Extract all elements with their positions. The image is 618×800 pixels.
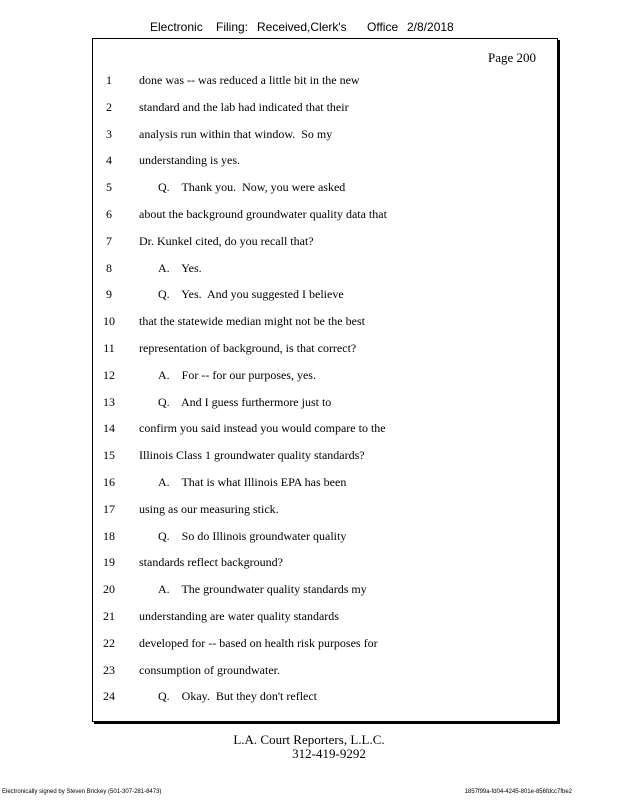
- line-number: 10: [103, 314, 115, 329]
- line-number: 15: [103, 448, 115, 463]
- line-text: consumption of groundwater.: [139, 662, 280, 677]
- transcript-line: [0, 421, 618, 439]
- transcript-line: [0, 234, 618, 252]
- line-number: 8: [106, 260, 112, 275]
- filing-header: [0, 20, 618, 36]
- line-text: representation of background, is that correct?: [139, 341, 357, 355]
- transcript-line: [0, 529, 618, 547]
- line-text: Q. So do Illinois groundwater quality: [158, 528, 347, 543]
- transcript-line: [0, 636, 618, 654]
- line-text: standard and the lab had indicated that their: [139, 99, 349, 114]
- line-text: analysis run within that window. So my: [139, 126, 333, 141]
- footer: [0, 733, 618, 761]
- document-hash: 1857f99a-fd04-4245-801e-856fdcc7fbe2: [464, 789, 572, 795]
- header-office: Office: [367, 20, 399, 34]
- transcript-line: [0, 475, 618, 493]
- line-number: 5: [106, 180, 112, 195]
- page-number: Page 200: [487, 50, 536, 65]
- transcript-line: [0, 663, 618, 681]
- line-text: A. The groundwater quality standards my: [158, 582, 367, 597]
- line-number: 16: [103, 475, 115, 489]
- electronic-signature: Electronically signed by Steven Brickey (501-307-281-8473): [2, 789, 162, 795]
- header-electronic: Electronic: [150, 20, 203, 34]
- line-number: 19: [103, 555, 115, 570]
- line-text: Illinois Class 1 groundwater quality standards?: [139, 448, 365, 463]
- transcript-line: [0, 261, 618, 279]
- header-filing: Filing:: [216, 20, 249, 34]
- transcript-line: [0, 368, 618, 386]
- line-text: Dr. Kunkel cited, do you recall that?: [139, 233, 314, 248]
- line-text: standards reflect background?: [139, 555, 283, 570]
- line-number: 6: [106, 207, 112, 221]
- line-number: 17: [103, 501, 115, 516]
- line-number: 12: [103, 367, 115, 382]
- line-text: understanding are water quality standards: [139, 609, 339, 623]
- transcript-line: [0, 689, 618, 707]
- line-text: about the background groundwater quality data that: [139, 207, 387, 221]
- line-number: 23: [103, 662, 115, 677]
- transcript-line: [0, 395, 618, 413]
- transcript-line: [0, 180, 618, 198]
- line-number: 13: [103, 394, 115, 409]
- line-text: Q. Okay. But they don't reflect: [158, 689, 318, 704]
- transcript-line: [0, 73, 618, 91]
- transcript-line: [0, 448, 618, 466]
- line-text: A. Yes.: [158, 260, 202, 275]
- footer-company: L.A. Court Reporters, L.L.C.: [233, 732, 385, 747]
- line-text: developed for -- based on health risk purposes for: [139, 635, 378, 650]
- transcript-line: [0, 153, 618, 171]
- line-number: 4: [106, 153, 112, 168]
- line-number: 21: [103, 609, 115, 623]
- line-number: 2: [106, 99, 112, 114]
- footer-phone: 312-419-9292: [292, 746, 366, 761]
- line-number: 9: [106, 287, 112, 302]
- line-number: 22: [103, 635, 115, 650]
- line-text: that the statewide median might not be the best: [139, 314, 365, 329]
- transcript-line: [0, 341, 618, 359]
- line-text: Q. And I guess furthermore just to: [158, 394, 332, 409]
- line-text: done was -- was reduced a little bit in the new: [139, 73, 360, 87]
- line-number: 7: [106, 233, 112, 248]
- line-text: A. For -- for our purposes, yes.: [158, 367, 316, 382]
- line-number: 14: [103, 421, 115, 436]
- header-date: 2/8/2018: [407, 20, 454, 34]
- line-text: confirm you said instead you would compare to the: [139, 421, 386, 436]
- line-number: 3: [106, 126, 112, 141]
- line-text: A. That is what Illinois EPA has been: [158, 475, 347, 489]
- line-text: using as our measuring stick.: [139, 501, 279, 516]
- transcript-line: [0, 609, 618, 627]
- transcript-line: [0, 207, 618, 225]
- line-number: 18: [103, 528, 115, 543]
- line-number: 1: [106, 73, 112, 87]
- line-text: Q. Thank you. Now, you were asked: [158, 180, 346, 195]
- line-number: 24: [103, 689, 115, 704]
- transcript-line: [0, 582, 618, 600]
- transcript-line: [0, 555, 618, 573]
- header-received: Received,Clerk's: [257, 20, 347, 34]
- transcript-line: [0, 100, 618, 118]
- transcript-line: [0, 287, 618, 305]
- transcript-line: [0, 314, 618, 332]
- transcript-line: [0, 502, 618, 520]
- transcript-line: [0, 127, 618, 145]
- line-text: understanding is yes.: [139, 153, 240, 168]
- line-number: 20: [103, 582, 115, 597]
- line-text: Q. Yes. And you suggested I believe: [158, 287, 344, 302]
- line-number: 11: [103, 341, 115, 355]
